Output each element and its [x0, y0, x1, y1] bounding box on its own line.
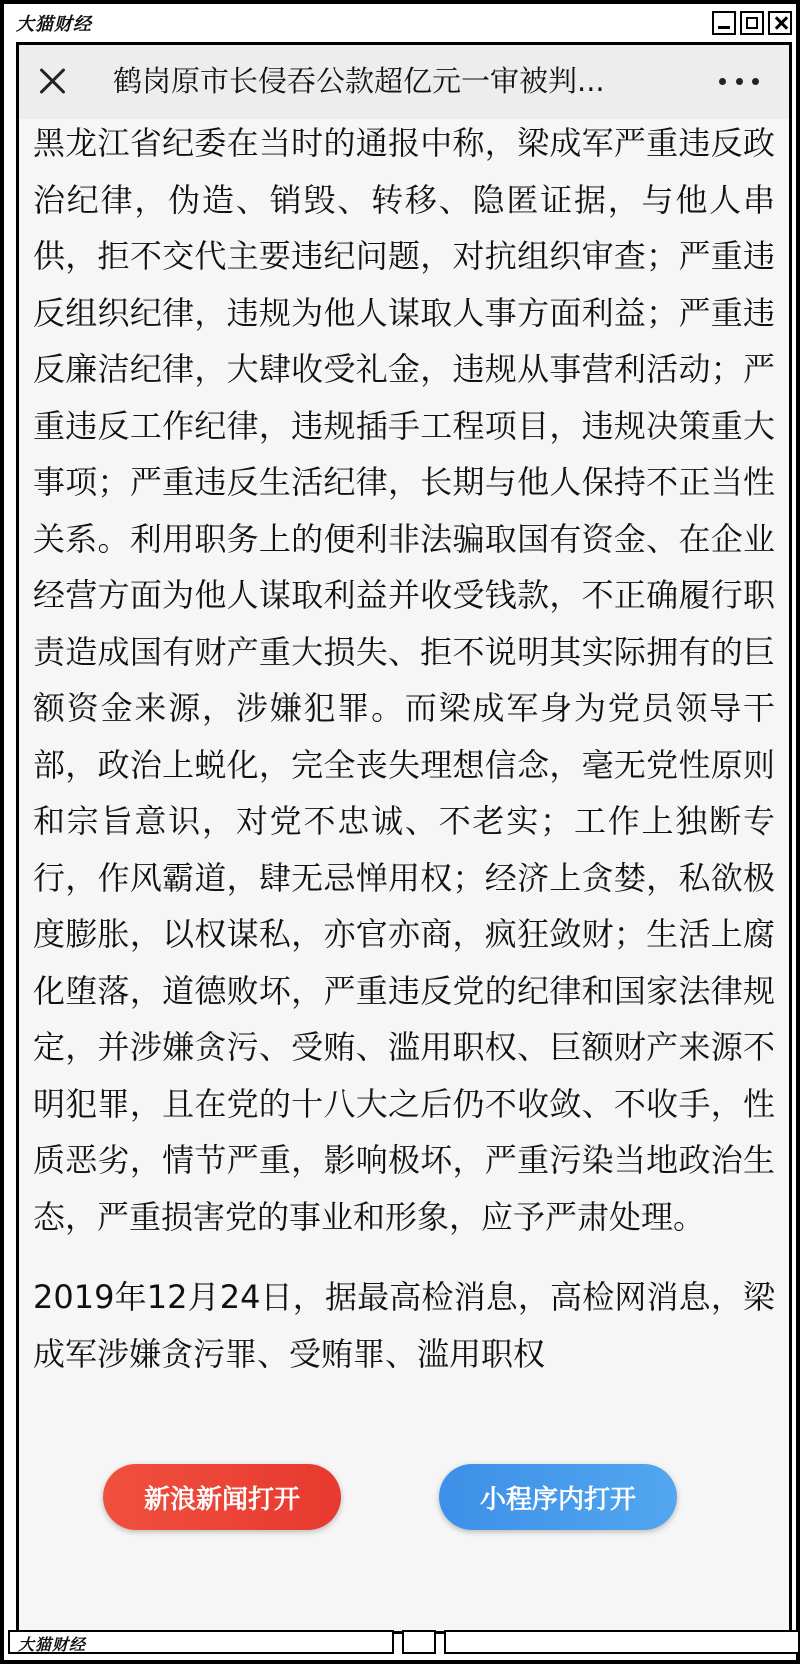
article-paragraph: 2019年12月24日，据最高检消息，高检网消息，梁成军涉嫌贪污罪、受贿罪、滥用职权 — [33, 1278, 775, 1373]
article-body — [33, 115, 775, 1382]
minimize-icon[interactable] — [712, 11, 736, 35]
dot — [752, 78, 759, 85]
page-title: 鹤岗原市长侵吞公款超亿元一审被判... — [113, 64, 605, 98]
window-close-icon[interactable] — [768, 11, 792, 35]
app-header — [19, 45, 789, 119]
more-options-icon[interactable] — [719, 71, 759, 91]
dot — [719, 78, 726, 85]
status-panel-small — [402, 1630, 436, 1654]
status-panel — [8, 1630, 394, 1654]
article-paragraph: 黑龙江省纪委在当时的通报中称，梁成军严重违反政治纪律，伪造、销毁、转移、隐匿证据，与他人串供，拒不交代主要违纪问题，对抗组织审查；严重违反组织纪律，违规为他人谋取人事方面利益；严重违反廉洁纪律，大肆收受礼金，违规从事营利活动；严重违反工作纪律，违规插手工程项目，违规决策重大事项；严重违反生活纪律，长期与他人保持不正当性关系。利用职务上的便利非法骗取国有资金、在企业经营方面为他人谋取利益并收受钱款，不正确履行职责造成国有财产重大损失、拒不说明其实际拥有的巨额资金来源，涉嫌犯罪。而梁成军身为党员领导干部，政治上蜕化，完全丧失理想信念，毫无党性原则和宗旨意识，对党不忠诚、不老实；工作上独断专行，作风霸道，肆无忌惮用权；经济上贪婪，私欲极度膨胀，以权谋私，亦官亦商，疯狂敛财；生活上腐化堕落，道德败坏，严重违反党的纪律和国家法律规定，并涉嫌贪污、受贿、滥用职权、巨额财产来源不明犯罪，且在党的十八大之后仍不收敛、不收手，性质恶劣，情节严重，影响极坏，严重污染当地政治生态，严重损害党的事业和形象，应予严肃处理。 — [33, 124, 775, 1236]
app-viewport — [16, 42, 792, 1634]
status-panel-wide — [444, 1630, 800, 1654]
window-titlebar — [8, 8, 800, 38]
footer-brand: 大猫财经 — [18, 1635, 87, 1654]
open-in-sina-news-button[interactable]: 新浪新闻打开 — [103, 1464, 341, 1530]
window-brand: 大猫财经 — [16, 14, 92, 35]
dot — [736, 78, 743, 85]
close-icon[interactable] — [33, 62, 73, 102]
open-in-mini-program-button[interactable]: 小程序内打开 — [439, 1464, 677, 1530]
window-controls — [712, 11, 792, 35]
maximize-icon[interactable] — [740, 11, 764, 35]
window-statusbar — [8, 1628, 800, 1656]
